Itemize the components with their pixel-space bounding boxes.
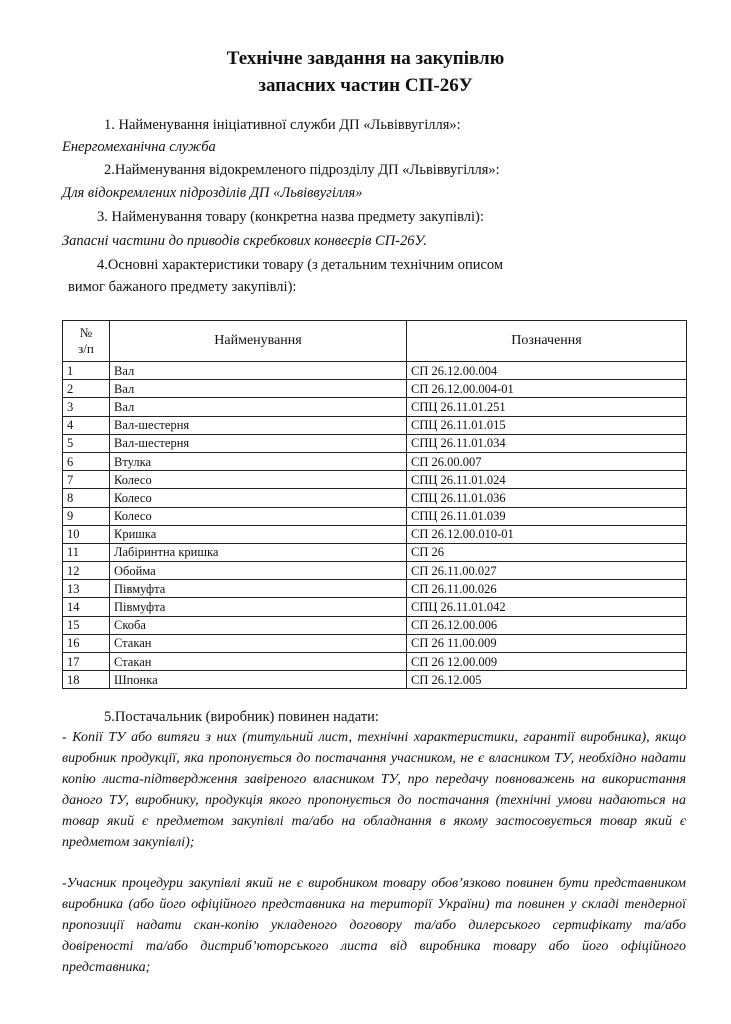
section-3-value: Запасні частини до приводів скребкових конвеєрів СП-26У. xyxy=(62,233,427,249)
row-name-cell: Скоба xyxy=(110,616,407,634)
row-number-cell: 3 xyxy=(63,398,110,416)
document-title-line-2: запасних частин СП-26У xyxy=(258,75,473,96)
row-designation-cell: СП 26.12.005 xyxy=(407,671,687,689)
row-number-cell: 8 xyxy=(63,489,110,507)
table-row xyxy=(63,489,687,507)
row-name-cell: Вал-шестерня xyxy=(110,434,407,452)
row-designation-cell: СПЦ 26.11.01.251 xyxy=(407,398,687,416)
row-name-cell: Колесо xyxy=(110,489,407,507)
row-number-cell: 7 xyxy=(63,471,110,489)
table-row xyxy=(63,362,687,380)
row-number-cell: 10 xyxy=(63,525,110,543)
row-designation-cell: СПЦ 26.11.01.034 xyxy=(407,434,687,452)
row-name-cell: Стакан xyxy=(110,634,407,652)
row-name-cell: Вал-шестерня xyxy=(110,416,407,434)
table-row xyxy=(63,471,687,489)
table-header-row xyxy=(63,321,687,362)
row-number-cell: 5 xyxy=(63,434,110,452)
row-designation-cell: СПЦ 26.11.01.024 xyxy=(407,471,687,489)
row-number-cell: 15 xyxy=(63,616,110,634)
row-number-cell: 4 xyxy=(63,416,110,434)
row-designation-cell: СП 26.12.00.004 xyxy=(407,362,687,380)
paragraph-2-text: -Учасник процедури закупівлі який не є виробником товару обов’язково повинен бути представником виробника (або його офіційного представника на території України) та повинен у складі тендерної пропозиції надати скан-копію укладеного договору та/або дилерського сертифікату та/або довіреності та/або дистриб’юторського листа від виробника товару або його офіційного представника; xyxy=(62,876,686,975)
document-title-line-1: Технічне завдання на закупівлю xyxy=(226,48,505,69)
table-row xyxy=(63,434,687,452)
paragraph-2 xyxy=(62,873,686,978)
header-num xyxy=(63,321,110,362)
row-designation-cell: СПЦ 26.11.01.042 xyxy=(407,598,687,616)
section-4-line-2: вимог бажаного предмету закупівлі): xyxy=(68,279,297,295)
row-name-cell: Півмуфта xyxy=(110,580,407,598)
header-designation: Позначення xyxy=(407,321,687,362)
row-designation-cell: СП 26.12.00.006 xyxy=(407,616,687,634)
table-row xyxy=(63,671,687,689)
row-designation-cell: СПЦ 26.11.01.015 xyxy=(407,416,687,434)
table-row xyxy=(63,507,687,525)
table-row xyxy=(63,616,687,634)
row-number-cell: 16 xyxy=(63,634,110,652)
paragraph-1-text: - Копії ТУ або витяги з них (титульний лист, технічні характеристики, гарантії виробника), якщо виробник продукції, яка пропонується до постачання учасником, не є власником ТУ, необхідно надати копію листа-підтвердження завіреного власником ТУ, про передачу повноважень на використання даного ТУ, виробнику, продукція якого пропонується до постачання (технічні умови надаються на товар який є предметом закупівлі та/або на обладнання в якому застосовується товар який є предметом закупівлі); xyxy=(62,730,686,850)
row-number-cell: 11 xyxy=(63,543,110,561)
header-num-line-1: № xyxy=(79,325,93,340)
row-name-cell: Вал xyxy=(110,362,407,380)
row-name-cell: Лабіринтна кришка xyxy=(110,543,407,561)
row-number-cell: 17 xyxy=(63,653,110,671)
row-designation-cell: СП 26.11.00.027 xyxy=(407,562,687,580)
row-designation-cell: СП 26.00.007 xyxy=(407,452,687,470)
row-designation-cell: СП 26.11.00.026 xyxy=(407,580,687,598)
header-num-line-2: з/п xyxy=(78,341,94,356)
table-row xyxy=(63,543,687,561)
section-1-value: Енергомеханічна служба xyxy=(62,139,216,155)
table-row xyxy=(63,416,687,434)
row-designation-cell: СП 26 11.00.009 xyxy=(407,634,687,652)
row-number-cell: 12 xyxy=(63,562,110,580)
section-2-label: 2.Найменування відокремленого підрозділу ДП «Львіввугілля»: xyxy=(104,162,500,178)
table-row xyxy=(63,380,687,398)
row-number-cell: 18 xyxy=(63,671,110,689)
table-body xyxy=(63,362,687,689)
row-designation-cell: СП 26.12.00.004-01 xyxy=(407,380,687,398)
header-name: Найменування xyxy=(110,321,407,362)
paragraph-1 xyxy=(62,727,686,853)
row-number-cell: 13 xyxy=(63,580,110,598)
table-row xyxy=(63,398,687,416)
row-designation-cell: СП 26 xyxy=(407,543,687,561)
row-number-cell: 2 xyxy=(63,380,110,398)
row-name-cell: Вал xyxy=(110,398,407,416)
row-number-cell: 1 xyxy=(63,362,110,380)
row-number-cell: 9 xyxy=(63,507,110,525)
section-1-label: 1. Найменування ініціативної служби ДП «Львіввугілля»: xyxy=(104,117,461,133)
table-row xyxy=(63,580,687,598)
row-designation-cell: СПЦ 26.11.01.036 xyxy=(407,489,687,507)
section-2-value: Для відокремлених підрозділів ДП «Львіввугілля» xyxy=(62,185,363,201)
table-row xyxy=(63,634,687,652)
row-name-cell: Шпонка xyxy=(110,671,407,689)
row-name-cell: Вал xyxy=(110,380,407,398)
row-name-cell: Колесо xyxy=(110,471,407,489)
row-name-cell: Півмуфта xyxy=(110,598,407,616)
table-row xyxy=(63,653,687,671)
table-row xyxy=(63,562,687,580)
table-row xyxy=(63,525,687,543)
section-3-label: 3. Найменування товару (конкретна назва предмету закупівлі): xyxy=(97,209,484,225)
row-name-cell: Стакан xyxy=(110,653,407,671)
spare-parts-table xyxy=(62,320,687,689)
row-name-cell: Втулка xyxy=(110,452,407,470)
row-designation-cell: СП 26.12.00.010-01 xyxy=(407,525,687,543)
section-4-line-1: 4.Основні характеристики товару (з детальним технічним описом xyxy=(97,257,504,273)
table-row xyxy=(63,452,687,470)
row-name-cell: Колесо xyxy=(110,507,407,525)
table-row xyxy=(63,598,687,616)
row-designation-cell: СП 26 12.00.009 xyxy=(407,653,687,671)
row-name-cell: Обойма xyxy=(110,562,407,580)
row-number-cell: 6 xyxy=(63,452,110,470)
row-designation-cell: СПЦ 26.11.01.039 xyxy=(407,507,687,525)
section-5-label: 5.Постачальник (виробник) повинен надати: xyxy=(104,709,379,725)
row-number-cell: 14 xyxy=(63,598,110,616)
row-name-cell: Кришка xyxy=(110,525,407,543)
